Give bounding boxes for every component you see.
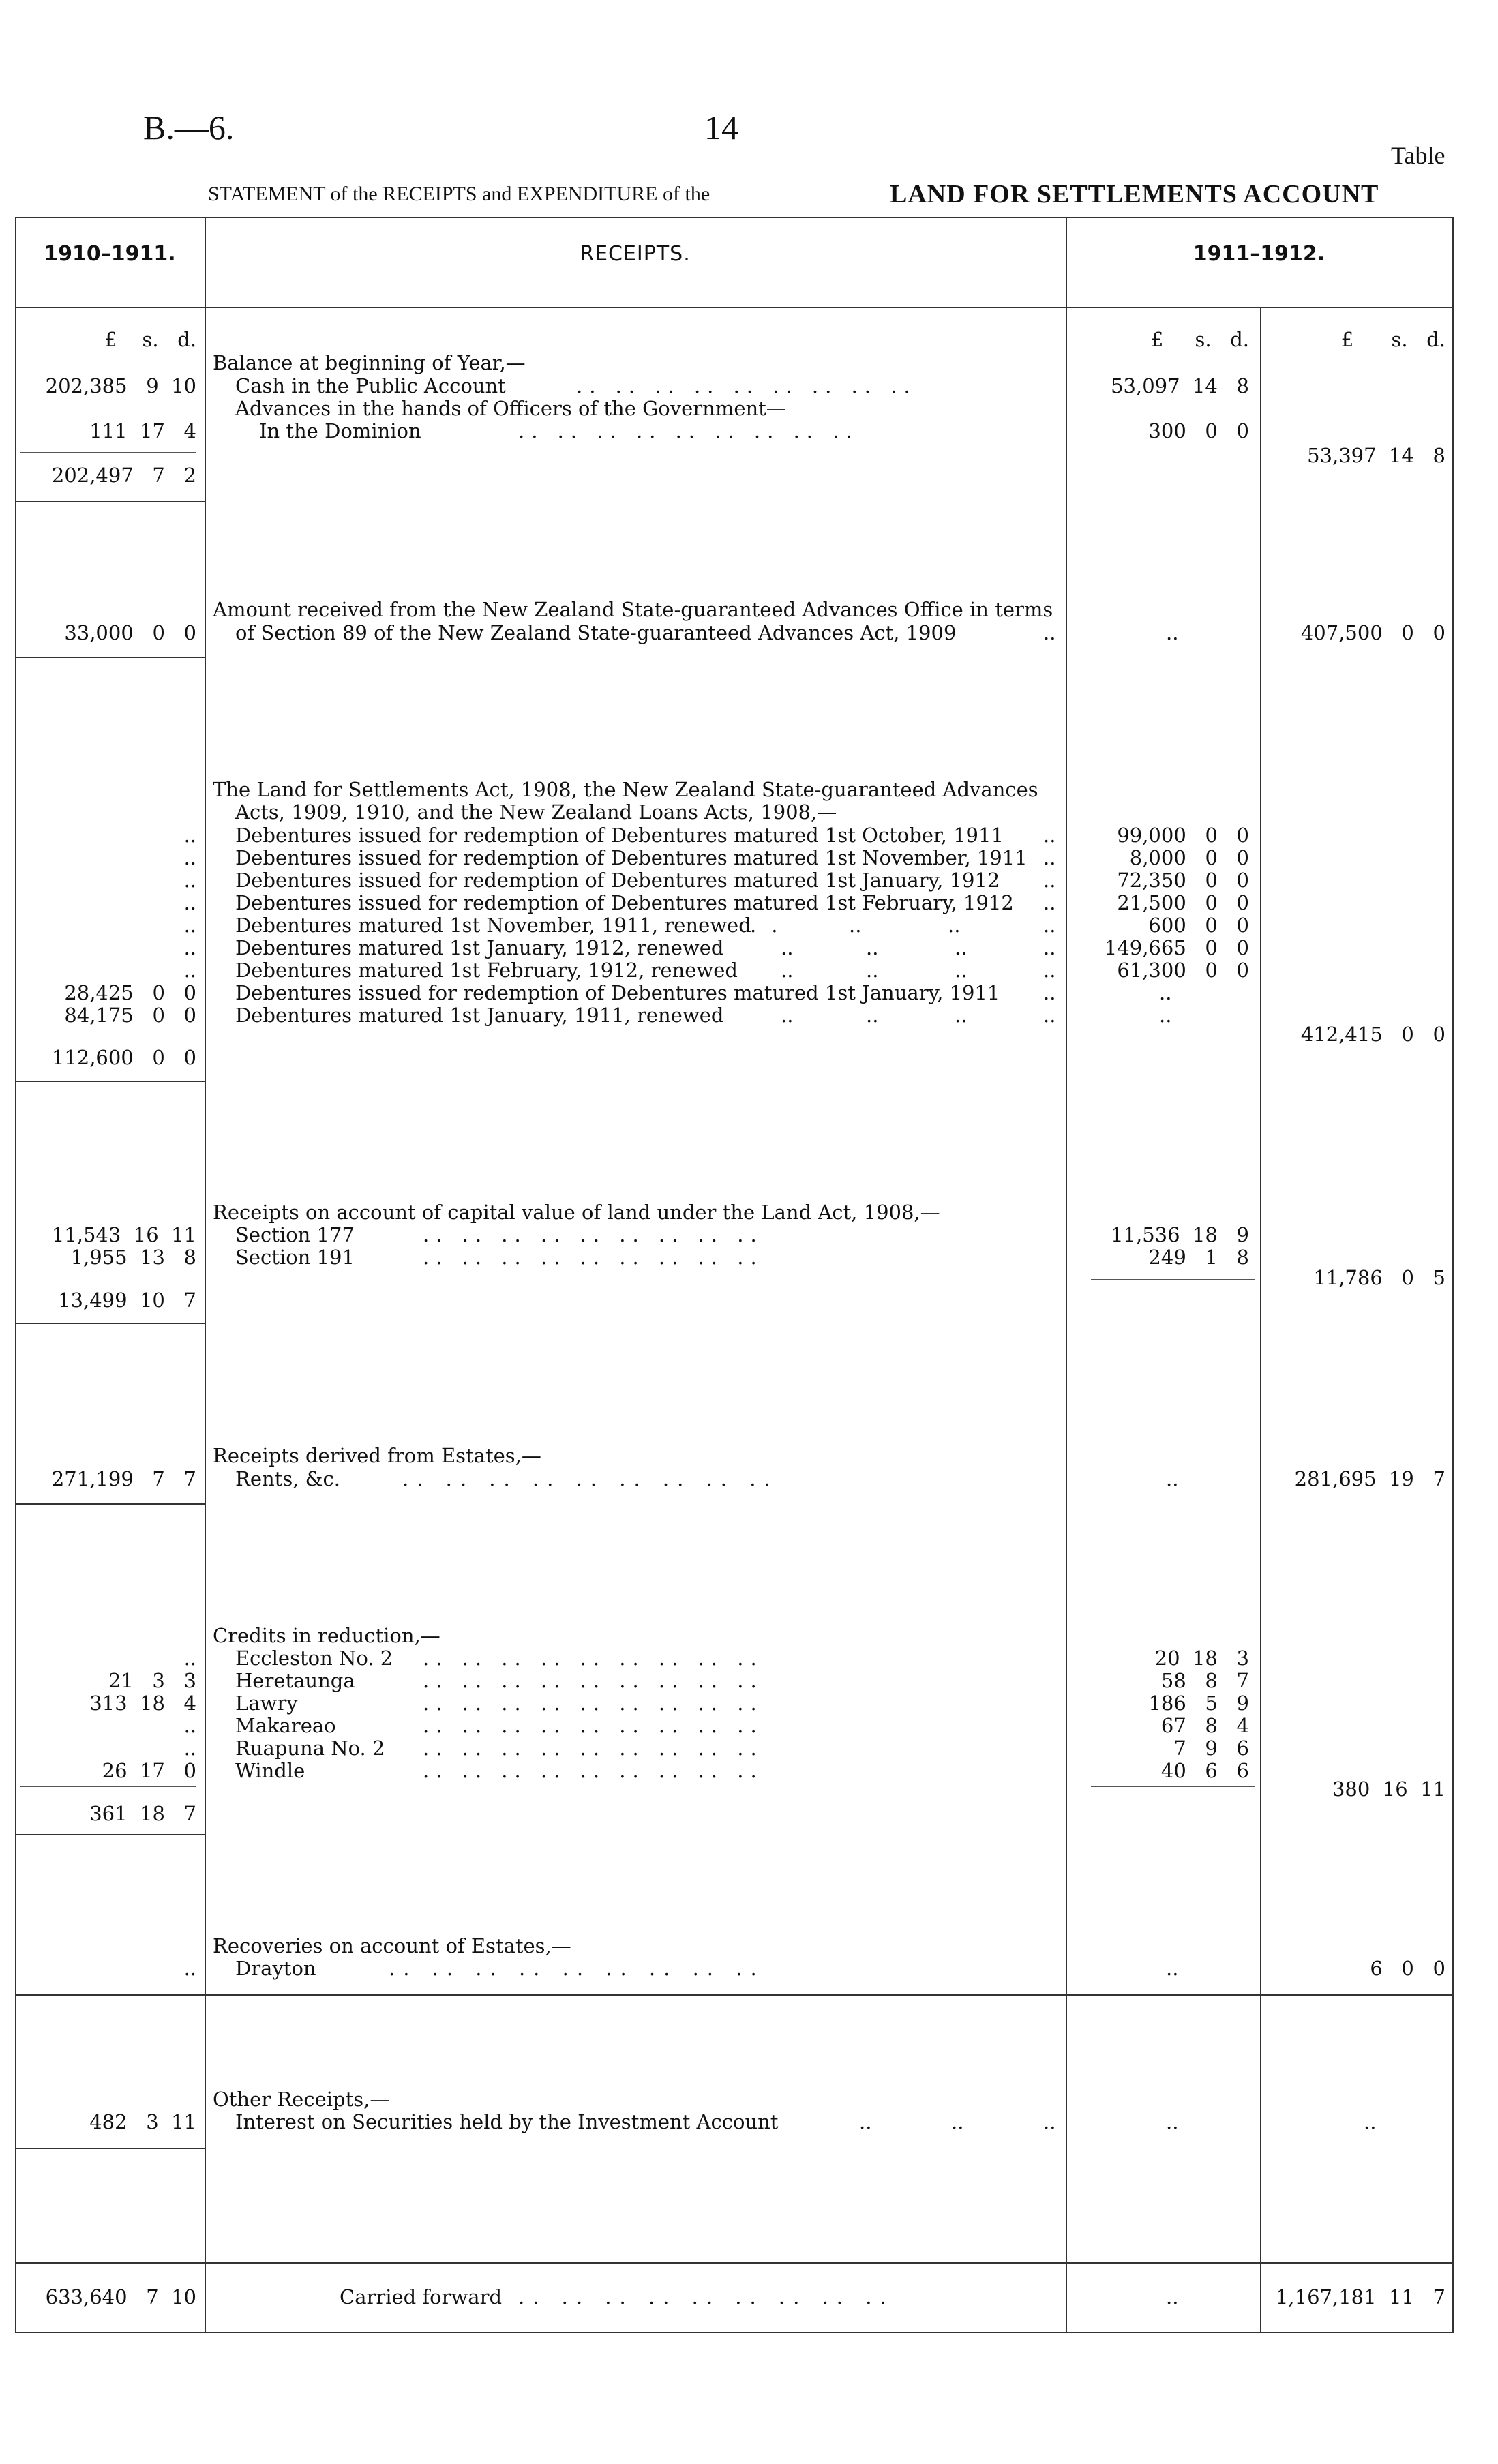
line-label: Debentures issued for redemption of Debentures matured 1st February, 1912	[235, 891, 1014, 914]
amount-mid: 53,097 14 8	[1111, 374, 1249, 397]
line-label: Debentures issued for redemption of Debentures matured 1st January, 1911	[235, 981, 1000, 1004]
amount-left: ..	[183, 869, 196, 892]
amount-left: ..	[183, 936, 196, 959]
amount-mid: 7 9 6	[1173, 1737, 1249, 1760]
line-label: Ruapuna No. 2	[235, 1737, 385, 1760]
leader-dots: .. .. .. .. .. .. .. .. ..	[423, 1692, 764, 1715]
account-title: LAND FOR SETTLEMENTS ACCOUNT	[890, 180, 1379, 209]
section-rule	[15, 1834, 205, 1835]
line-label: In the Dominion	[259, 419, 421, 442]
column-header-receipts: RECEIPTS.	[580, 242, 691, 266]
line-label: Debentures matured 1st January, 1911, renewed	[235, 1004, 724, 1027]
leader-dots: ..	[866, 936, 879, 959]
amount-mid: 8,000 0 0	[1129, 846, 1249, 869]
leader-dots: ..	[1043, 981, 1056, 1004]
column-divider-mid	[1066, 217, 1067, 2333]
line-label: Eccleston No. 2	[235, 1647, 393, 1670]
total-right: 412,415 0 0	[1300, 1023, 1445, 1046]
leader-dots: ..	[948, 914, 961, 937]
leader-dots: ..	[955, 959, 968, 982]
line-label: Lawry	[235, 1692, 298, 1715]
leader-dots: ..	[781, 1004, 794, 1027]
line-label: Debentures issued for redemption of Debentures matured 1st January, 1912	[235, 869, 1000, 892]
amount-mid: 11,536 18 9	[1111, 1223, 1249, 1246]
leader-dots: ..	[1043, 846, 1056, 869]
amount-right: 281,695 19 7	[1294, 1467, 1445, 1490]
column-divider-left	[205, 217, 206, 2333]
leader-dots: ..	[1043, 1004, 1056, 1027]
section-heading: Receipts derived from Estates,—	[213, 1444, 541, 1467]
amount-left: 1,955 13 8	[70, 1246, 196, 1269]
amount-mid: ..	[1159, 981, 1172, 1004]
amount-left: ..	[183, 1714, 196, 1737]
line-label: Windle	[235, 1759, 305, 1782]
carried-forward-left: 633,640 7 10	[45, 2285, 196, 2309]
total-right: 11,786 0 5	[1313, 1266, 1445, 1289]
total-left: 202,497 7 2	[51, 464, 196, 487]
footer-rule	[15, 2262, 1454, 2264]
total-left: 13,499 10 7	[58, 1289, 196, 1312]
leader-dots: ..	[781, 959, 794, 982]
left-border	[15, 217, 16, 2333]
leader-dots: .. .. .. .. .. .. .. .. ..	[423, 1246, 764, 1269]
header-rule	[15, 307, 1454, 308]
leader-dots: ..	[1043, 2110, 1056, 2133]
amount-mid: ..	[1166, 1467, 1179, 1490]
section-rule	[15, 1994, 1454, 1996]
column-header-1911-1912: 1911–1912.	[1193, 242, 1325, 266]
amount-left: 28,425 0 0	[64, 981, 196, 1004]
subtotal-rule	[1091, 1279, 1255, 1280]
leader-dots: .. .. .. .. .. .. .. .. ..	[518, 419, 859, 442]
carried-forward-label: Carried forward	[340, 2285, 503, 2309]
amount-left: ..	[183, 891, 196, 914]
line-label: Debentures matured 1st February, 1912, renewed	[235, 959, 738, 982]
total-right: 53,397 14 8	[1307, 444, 1445, 467]
amount-mid: 600 0 0	[1148, 914, 1249, 937]
line-label: of Section 89 of the New Zealand State-guaranteed Advances Act, 1909	[235, 621, 957, 644]
currency-header-mid: £ s. d.	[1150, 328, 1249, 351]
leader-dots: .. .. .. .. .. .. .. .. ..	[423, 1223, 764, 1246]
amount-left: ..	[183, 1737, 196, 1760]
line-label: Debentures matured 1st January, 1912, renewed	[235, 936, 724, 959]
amount-mid: 300 0 0	[1148, 419, 1249, 442]
leader-dots: ..	[866, 1004, 879, 1027]
leader-dots: .. .. .. .. .. .. .. .. ..	[423, 1737, 764, 1760]
section-rule	[15, 501, 205, 502]
section-heading: Receipts on account of capital value of land under the Land Act, 1908,—	[213, 1201, 940, 1224]
amount-left: 313 18 4	[89, 1692, 196, 1715]
leader-dots: ..	[1043, 869, 1056, 892]
amount-mid: ..	[1159, 1004, 1172, 1027]
leader-dots: .. .. .. .. .. .. .. .. ..	[576, 374, 917, 397]
section-heading: Credits in reduction,—	[213, 1624, 440, 1647]
amount-right: ..	[1364, 2110, 1377, 2133]
leader-dots: .. .. .. .. .. .. .. .. ..	[402, 1467, 779, 1490]
column-divider-right	[1260, 307, 1261, 2333]
leader-dots: ..	[1043, 959, 1056, 982]
amount-mid: 21,500 0 0	[1117, 891, 1249, 914]
section-rule	[15, 1323, 205, 1324]
section-heading: Other Receipts,—	[213, 2088, 390, 2111]
amount-mid: ..	[1166, 621, 1179, 644]
amount-mid: 61,300 0 0	[1117, 959, 1249, 982]
leader-dots: ..	[1043, 621, 1056, 644]
leader-dots: .. .. .. .. .. .. .. .. ..	[423, 1669, 764, 1692]
leader-dots: ..	[951, 2110, 964, 2133]
bottom-rule	[15, 2332, 1454, 2333]
amount-right: 407,500 0 0	[1300, 621, 1445, 644]
amount-mid: 72,350 0 0	[1117, 869, 1249, 892]
line-label: Debentures issued for redemption of Debentures matured 1st November, 1911	[235, 846, 1028, 869]
amount-left: 482 3 11	[89, 2110, 196, 2133]
leader-dots: .. .. .. .. .. .. .. .. ..	[423, 1647, 764, 1670]
leader-dots: ..	[750, 914, 793, 937]
subtotal-rule	[20, 1786, 196, 1787]
section-rule	[15, 1503, 205, 1505]
amount-mid: 20 18 3	[1154, 1647, 1249, 1670]
leader-dots: ..	[849, 914, 862, 937]
amount-left: ..	[183, 1647, 196, 1670]
amount-left: ..	[183, 1957, 196, 1980]
amount-mid: 99,000 0 0	[1117, 824, 1249, 847]
section-rule	[15, 1081, 205, 1082]
line-label: Rents, &c.	[235, 1467, 340, 1490]
line-label: Section 191	[235, 1246, 355, 1269]
currency-header-right: £ s. d.	[1340, 328, 1445, 351]
leader-dots: .. .. .. .. .. .. .. .. ..	[423, 1759, 764, 1782]
amount-left: 11,543 16 11	[51, 1223, 196, 1246]
amount-left: 84,175 0 0	[64, 1004, 196, 1027]
amount-mid: 67 8 4	[1160, 1714, 1249, 1737]
line-label: Interest on Securities held by the Investment Account	[235, 2110, 779, 2133]
amount-mid: 249 1 8	[1148, 1246, 1249, 1269]
amount-left: 202,385 9 10	[45, 374, 196, 397]
line-label: Amount received from the New Zealand State-guaranteed Advances Office in terms	[213, 598, 1053, 621]
carried-forward-right: 1,167,181 11 7	[1275, 2285, 1445, 2309]
amount-left: ..	[183, 824, 196, 847]
leader-dots: ..	[1043, 891, 1056, 914]
amount-left: ..	[183, 914, 196, 937]
document-reference: B.—6.	[143, 108, 235, 147]
amount-right: 6 0 0	[1370, 1957, 1445, 1980]
amount-mid: 40 6 6	[1160, 1759, 1249, 1782]
leader-dots: ..	[955, 1004, 968, 1027]
amount-left: 26 17 0	[102, 1759, 196, 1782]
column-header-1910-1911: 1910–1911.	[44, 242, 176, 266]
leader-dots: ..	[781, 936, 794, 959]
amount-left: 21 3 3	[108, 1669, 196, 1692]
leader-dots: ..	[1043, 824, 1056, 847]
leader-dots: ..	[859, 2110, 872, 2133]
statement-title: STATEMENT of the RECEIPTS and EXPENDITURE of the	[208, 183, 710, 205]
amount-left: ..	[183, 959, 196, 982]
leader-dots: ..	[866, 959, 879, 982]
amount-left: 271,199 7 7	[51, 1467, 196, 1490]
line-label: Debentures issued for redemption of Debentures matured 1st October, 1911	[235, 824, 1004, 847]
section-rule	[15, 657, 205, 658]
total-left: 361 18 7	[89, 1802, 196, 1825]
leader-dots: ..	[1043, 936, 1056, 959]
amount-mid: ..	[1166, 1957, 1179, 1980]
line-label: Cash in the Public Account	[235, 374, 506, 397]
subtotal-rule	[1091, 1786, 1255, 1787]
line-label: Makareao	[235, 1714, 336, 1737]
total-right: 380 16 11	[1332, 1777, 1445, 1801]
amount-mid: ..	[1166, 2110, 1179, 2133]
leader-dots: ..	[1043, 914, 1056, 937]
leader-dots: .. .. .. .. .. .. .. .. ..	[518, 2285, 895, 2309]
amount-mid: 149,665 0 0	[1104, 936, 1249, 959]
amount-left: 111 17 4	[89, 419, 196, 442]
leader-dots: ..	[955, 936, 968, 959]
line-label: Heretaunga	[235, 1669, 355, 1692]
page-number: 14	[704, 108, 738, 147]
line-label: Debentures matured 1st November, 1911, renewed	[235, 914, 751, 937]
leader-dots: .. .. .. .. .. .. .. .. ..	[389, 1957, 765, 1980]
table-word: Table	[1391, 142, 1445, 169]
line-label: Advances in the hands of Officers of the Government—	[235, 397, 786, 420]
line-label: Drayton	[235, 1957, 316, 1980]
amount-left: ..	[183, 846, 196, 869]
amount-mid: 186 5 9	[1148, 1692, 1249, 1715]
subtotal-rule	[20, 452, 196, 453]
currency-header-left: £ s. d.	[104, 328, 196, 351]
section-heading: Acts, 1909, 1910, and the New Zealand Loans Acts, 1908,—	[235, 800, 837, 824]
section-rule	[15, 2148, 205, 2149]
carried-forward-mid: ..	[1166, 2285, 1179, 2309]
section-heading: Balance at beginning of Year,—	[213, 351, 526, 374]
amount-mid: 58 8 7	[1160, 1669, 1249, 1692]
section-heading: The Land for Settlements Act, 1908, the New Zealand State-guaranteed Advances	[213, 778, 1038, 801]
top-rule	[15, 217, 1454, 218]
amount-left: 33,000 0 0	[64, 621, 196, 644]
line-label: Section 177	[235, 1223, 355, 1246]
total-left: 112,600 0 0	[51, 1046, 196, 1069]
right-border	[1452, 217, 1454, 2333]
leader-dots: .. .. .. .. .. .. .. .. ..	[423, 1714, 764, 1737]
section-heading: Recoveries on account of Estates,—	[213, 1934, 571, 1957]
